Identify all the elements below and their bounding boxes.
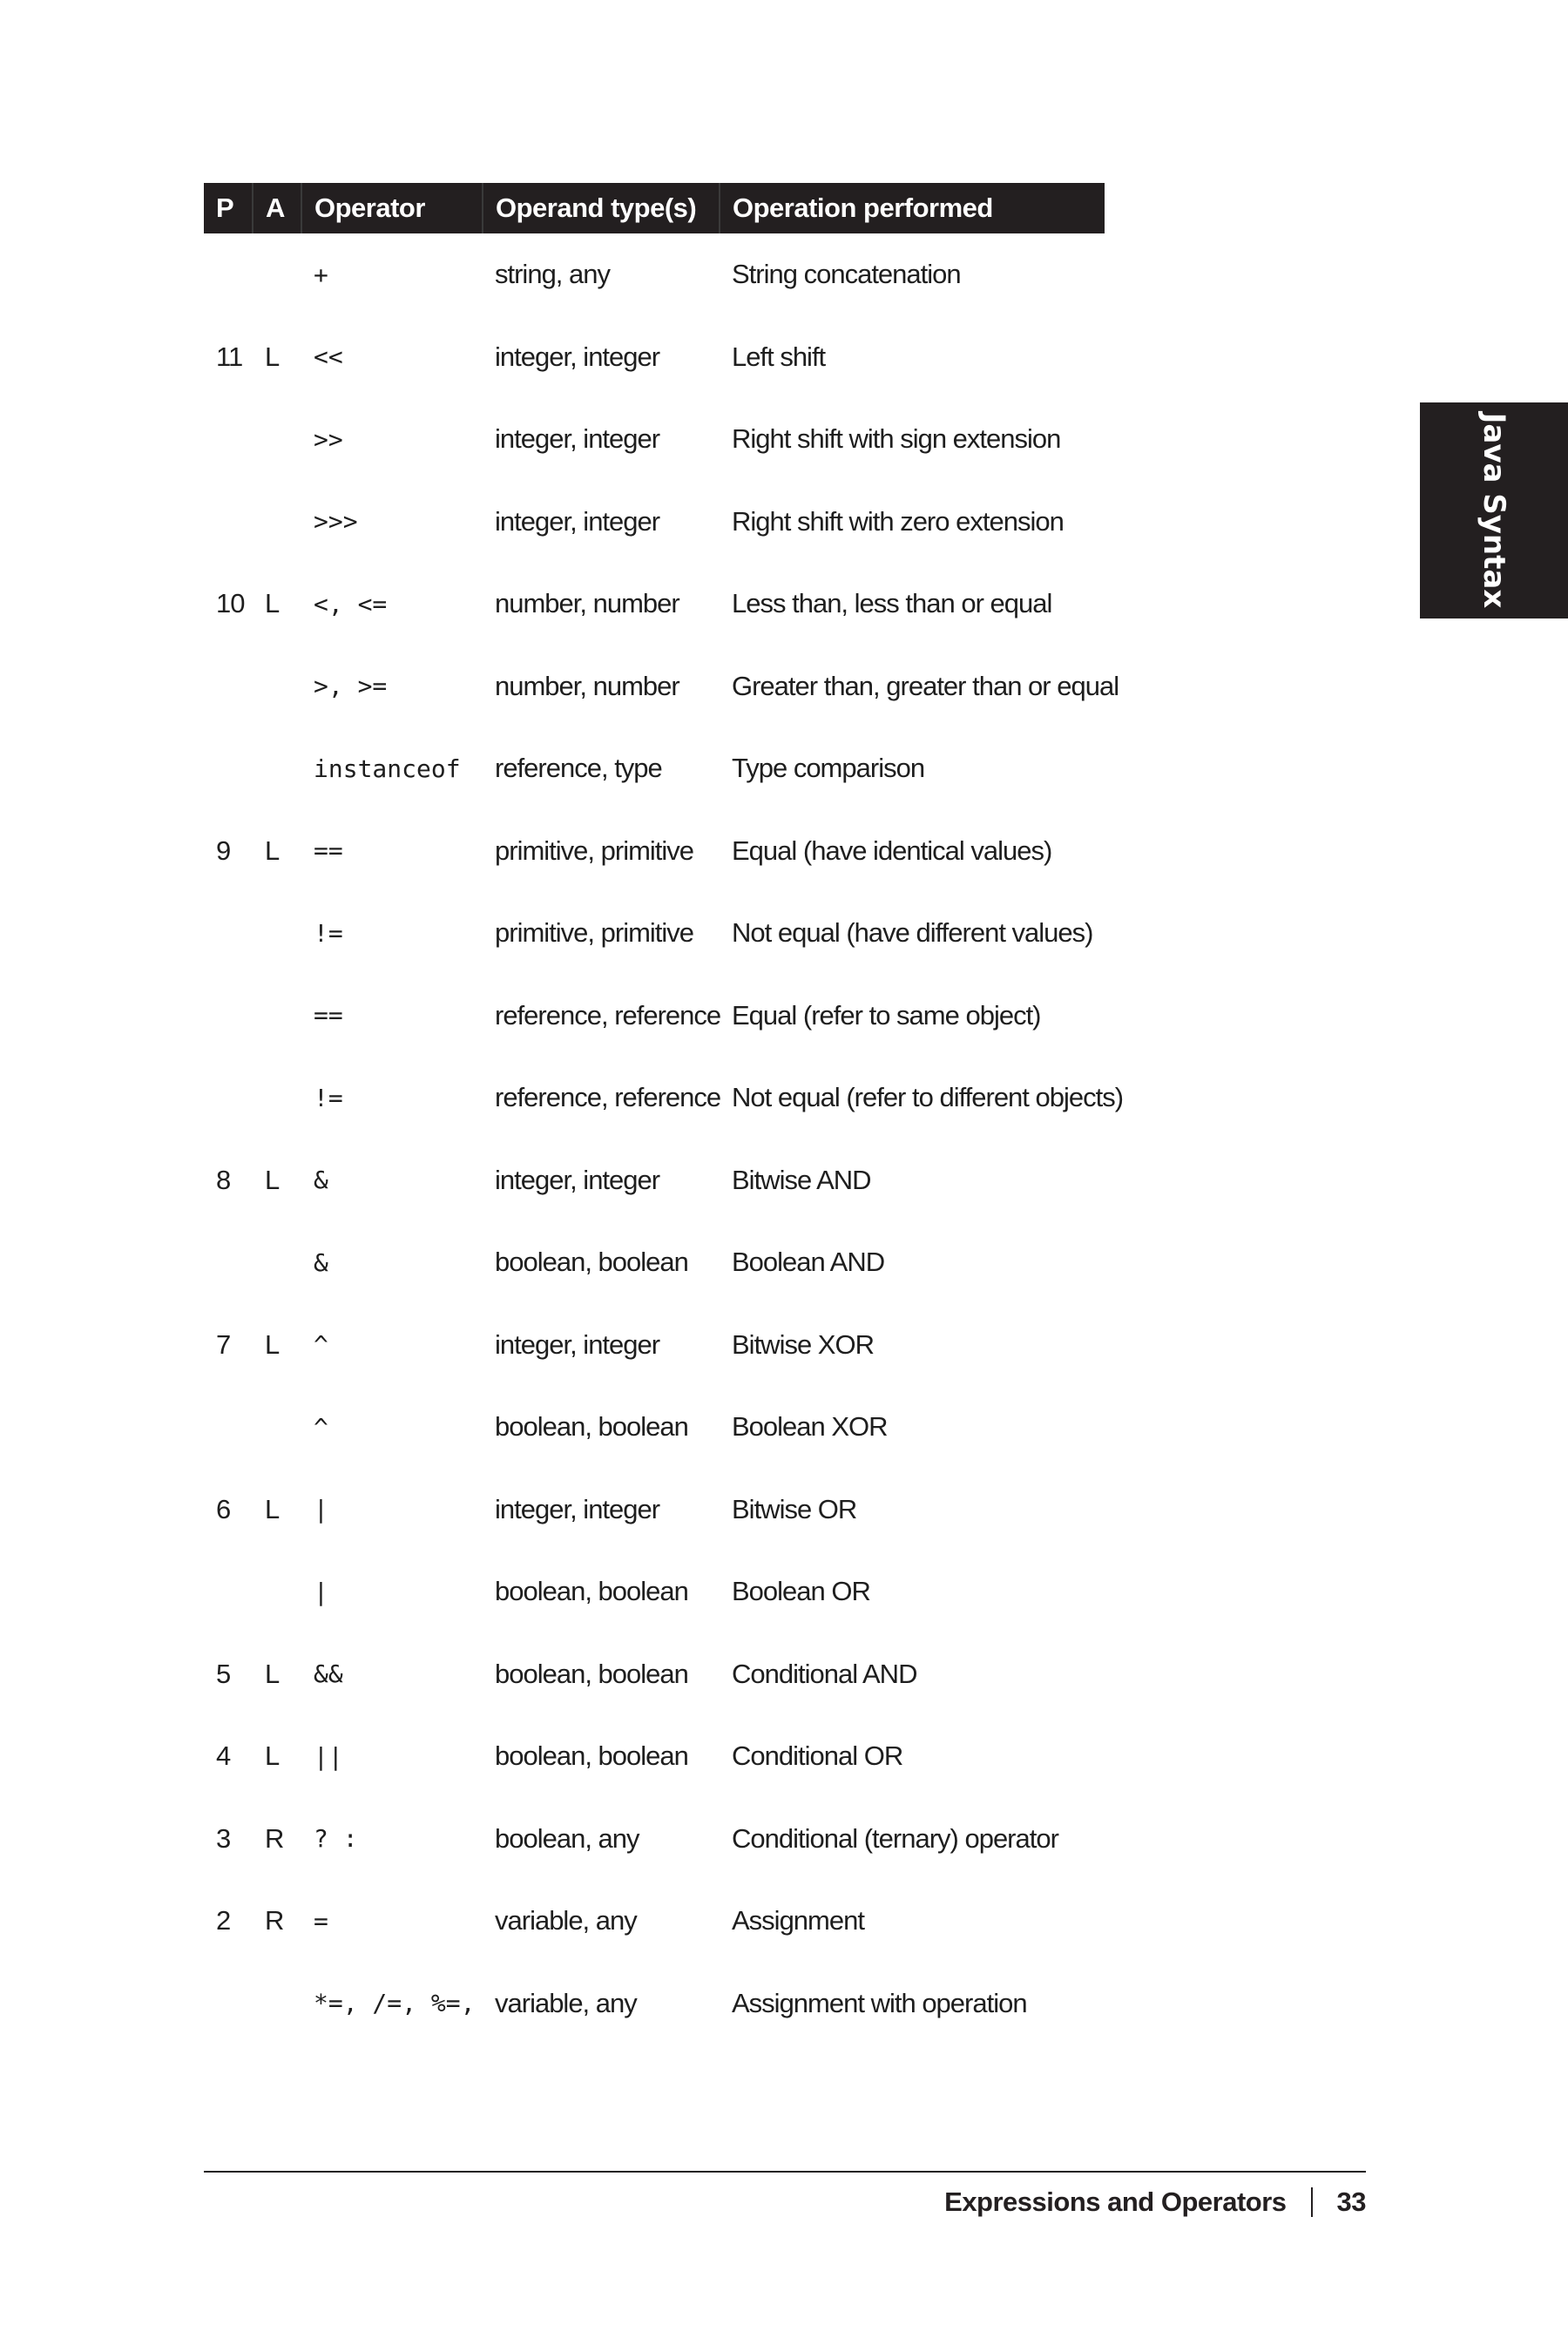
table-row bbox=[204, 1715, 1105, 1798]
operation-cell: Assignment bbox=[732, 1905, 864, 1936]
precedence-cell: 10 bbox=[216, 588, 245, 619]
operand-types-cell: string, any bbox=[495, 259, 611, 290]
associativity-cell: R bbox=[265, 1822, 284, 1854]
precedence-cell bbox=[204, 1221, 253, 1304]
operator-cell: << bbox=[314, 342, 343, 372]
operator-cell: != bbox=[314, 918, 343, 948]
operand-types-cell: integer, integer bbox=[495, 341, 660, 372]
precedence-cell: 9 bbox=[216, 835, 231, 866]
table-row bbox=[204, 1633, 1105, 1716]
footer-separator bbox=[1311, 2187, 1313, 2217]
operand-types-cell: number, number bbox=[495, 588, 679, 619]
associativity-cell bbox=[253, 1551, 301, 1633]
precedence-cell: 6 bbox=[216, 1493, 231, 1524]
table-row bbox=[204, 1221, 1105, 1304]
associativity-cell bbox=[253, 1057, 301, 1139]
associativity-cell: L bbox=[265, 1493, 280, 1524]
page-number: 33 bbox=[1336, 2186, 1366, 2217]
operation-cell: Equal (refer to same object) bbox=[732, 999, 1041, 1031]
table-row bbox=[204, 810, 1105, 893]
operator-cell: <, <= bbox=[314, 589, 388, 618]
operation-cell: Conditional OR bbox=[732, 1740, 903, 1772]
associativity-cell: R bbox=[265, 1905, 284, 1936]
precedence-cell: 3 bbox=[216, 1822, 231, 1854]
operation-cell: Right shift with zero extension bbox=[732, 505, 1064, 537]
operator-cell: ? : bbox=[314, 1824, 358, 1854]
operator-cell: + bbox=[314, 260, 328, 289]
operator-cell: & bbox=[314, 1247, 328, 1277]
header-associativity: A bbox=[253, 183, 301, 233]
operator-cell: *=, /=, %=, bbox=[314, 1989, 476, 2018]
operation-cell: Not equal (refer to different objects) bbox=[732, 1082, 1124, 1113]
table-header-row bbox=[204, 183, 1105, 233]
operand-types-cell: reference, reference bbox=[495, 1082, 721, 1113]
operator-cell: & bbox=[314, 1166, 328, 1195]
operand-types-cell: integer, integer bbox=[495, 505, 660, 537]
operand-types-cell: boolean, boolean bbox=[495, 1658, 688, 1689]
precedence-cell bbox=[204, 892, 253, 975]
table-row bbox=[204, 1469, 1105, 1551]
operator-cell: = bbox=[314, 1906, 328, 1936]
operand-types-cell: boolean, boolean bbox=[495, 1411, 688, 1443]
associativity-cell: L bbox=[265, 588, 280, 619]
side-tab-label: Java Syntax bbox=[1477, 412, 1511, 609]
operation-cell: Equal (have identical values) bbox=[732, 835, 1052, 866]
table-row bbox=[204, 233, 1105, 316]
operation-cell: Conditional (ternary) operator bbox=[732, 1822, 1058, 1854]
operand-types-cell: variable, any bbox=[495, 1905, 637, 1936]
precedence-cell bbox=[204, 233, 253, 316]
associativity-cell bbox=[253, 1963, 301, 2045]
table-body bbox=[204, 233, 1124, 2044]
operator-cell: ^ bbox=[314, 1330, 328, 1360]
operation-cell: Conditional AND bbox=[732, 1658, 917, 1689]
associativity-cell: L bbox=[265, 341, 280, 372]
table-row bbox=[204, 1551, 1105, 1633]
table-row bbox=[204, 1880, 1105, 1963]
table-row bbox=[204, 1963, 1105, 2045]
header-operator: Operator bbox=[301, 183, 483, 233]
operation-cell: Less than, less than or equal bbox=[732, 588, 1052, 619]
operand-types-cell: integer, integer bbox=[495, 1164, 660, 1195]
associativity-cell: L bbox=[265, 1658, 280, 1689]
operation-cell: Bitwise XOR bbox=[732, 1328, 874, 1360]
precedence-cell bbox=[204, 1386, 253, 1469]
associativity-cell: L bbox=[265, 1740, 280, 1772]
operation-cell: Boolean OR bbox=[732, 1576, 870, 1607]
table-row bbox=[204, 316, 1105, 399]
operation-cell: Left shift bbox=[732, 341, 826, 372]
operand-types-cell: number, number bbox=[495, 670, 679, 701]
table-row bbox=[204, 1798, 1105, 1881]
table-row bbox=[204, 645, 1105, 728]
operator-cell: && bbox=[314, 1659, 343, 1689]
associativity-cell bbox=[253, 892, 301, 975]
page-footer bbox=[944, 2185, 1366, 2220]
precedence-cell: 8 bbox=[216, 1164, 231, 1195]
associativity-cell bbox=[253, 398, 301, 481]
associativity-cell bbox=[253, 1386, 301, 1469]
operation-cell: Not equal (have different values) bbox=[732, 917, 1093, 949]
operator-cell: >, >= bbox=[314, 672, 388, 701]
operator-cell: >>> bbox=[314, 507, 358, 537]
operation-cell: Bitwise OR bbox=[732, 1493, 857, 1524]
operator-cell: != bbox=[314, 1083, 343, 1112]
precedence-cell bbox=[204, 1551, 253, 1633]
precedence-cell: 7 bbox=[216, 1328, 231, 1360]
table-row bbox=[204, 727, 1105, 810]
operator-cell: | bbox=[314, 1577, 328, 1606]
precedence-cell bbox=[204, 1963, 253, 2045]
precedence-cell bbox=[204, 481, 253, 564]
precedence-cell bbox=[204, 1057, 253, 1139]
precedence-cell: 2 bbox=[216, 1905, 231, 1936]
operation-cell: Assignment with operation bbox=[732, 1987, 1027, 2018]
table-row bbox=[204, 1057, 1105, 1139]
table-row bbox=[204, 975, 1105, 1058]
associativity-cell bbox=[253, 233, 301, 316]
associativity-cell bbox=[253, 975, 301, 1058]
operator-cell: == bbox=[314, 836, 343, 866]
operator-cell: == bbox=[314, 1001, 343, 1031]
operator-cell: || bbox=[314, 1741, 343, 1771]
section-thumb-tab bbox=[1420, 402, 1568, 618]
footer-section-title: Expressions and Operators bbox=[944, 2186, 1287, 2217]
operand-types-cell: reference, reference bbox=[495, 999, 721, 1031]
operator-cell: >> bbox=[314, 424, 343, 454]
associativity-cell bbox=[253, 727, 301, 810]
footer-rule bbox=[204, 2171, 1366, 2173]
operand-types-cell: boolean, boolean bbox=[495, 1740, 688, 1772]
table-row bbox=[204, 892, 1105, 975]
precedence-cell: 4 bbox=[216, 1740, 231, 1772]
precedence-cell: 5 bbox=[216, 1658, 231, 1689]
operation-cell: Type comparison bbox=[732, 753, 925, 784]
header-precedence: P bbox=[204, 183, 253, 233]
operand-types-cell: integer, integer bbox=[495, 1493, 660, 1524]
precedence-cell bbox=[204, 727, 253, 810]
table-row bbox=[204, 1304, 1105, 1387]
header-operand-types: Operand type(s) bbox=[483, 183, 720, 233]
header-operation-performed: Operation performed bbox=[720, 183, 1105, 233]
operation-cell: Greater than, greater than or equal bbox=[732, 670, 1119, 701]
operation-cell: Boolean XOR bbox=[732, 1411, 888, 1443]
table-row bbox=[204, 1139, 1105, 1222]
operation-cell: Right shift with sign extension bbox=[732, 423, 1061, 455]
associativity-cell bbox=[253, 1221, 301, 1304]
operand-types-cell: primitive, primitive bbox=[495, 917, 694, 949]
operand-types-cell: integer, integer bbox=[495, 423, 660, 455]
operator-cell: ^ bbox=[314, 1412, 328, 1442]
associativity-cell: L bbox=[265, 835, 280, 866]
associativity-cell bbox=[253, 481, 301, 564]
operator-cell: | bbox=[314, 1495, 328, 1524]
precedence-cell: 11 bbox=[216, 341, 243, 372]
operand-types-cell: integer, integer bbox=[495, 1328, 660, 1360]
precedence-cell bbox=[204, 398, 253, 481]
operand-types-cell: primitive, primitive bbox=[495, 835, 694, 866]
associativity-cell bbox=[253, 645, 301, 728]
operation-cell: String concatenation bbox=[732, 259, 961, 290]
operand-types-cell: variable, any bbox=[495, 1987, 637, 2018]
table-row bbox=[204, 481, 1105, 564]
precedence-cell bbox=[204, 975, 253, 1058]
operand-types-cell: boolean, any bbox=[495, 1822, 639, 1854]
operand-types-cell: boolean, boolean bbox=[495, 1247, 688, 1278]
associativity-cell: L bbox=[265, 1328, 280, 1360]
operand-types-cell: reference, type bbox=[495, 753, 662, 784]
associativity-cell: L bbox=[265, 1164, 280, 1195]
precedence-cell bbox=[204, 645, 253, 728]
table-row bbox=[204, 1386, 1105, 1469]
table-row bbox=[204, 398, 1105, 481]
operation-cell: Bitwise AND bbox=[732, 1164, 871, 1195]
operators-table bbox=[204, 183, 1124, 2044]
operation-cell: Boolean AND bbox=[732, 1247, 885, 1278]
operand-types-cell: boolean, boolean bbox=[495, 1576, 688, 1607]
operator-cell: instanceof bbox=[314, 754, 461, 783]
table-row bbox=[204, 563, 1105, 645]
